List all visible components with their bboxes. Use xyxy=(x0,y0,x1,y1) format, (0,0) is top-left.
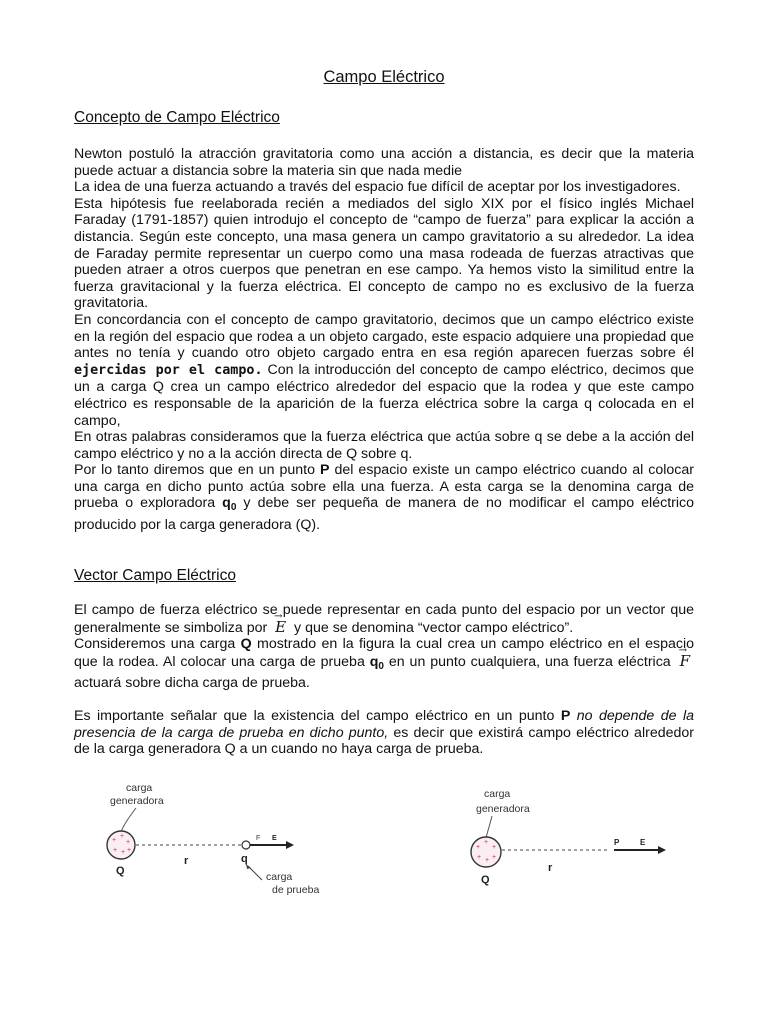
paragraph xyxy=(74,636,694,692)
text-run: En concordancia con el concepto de campo gravitatorio, decimos que un campo eléctrico existe en la región del espacio que rodea a un objeto cargado, este espacio adquiere una propiedad que antes no tenía y cuando otro objeto cargado entra en esa región aparecen fuerzas sobre él xyxy=(74,311,694,362)
text-run: actuará sobre dicha carga de prueba. xyxy=(74,675,310,692)
vector-e-symbol: → E xyxy=(271,619,290,636)
field-arrow-head xyxy=(286,841,294,849)
text-run: Con la introducción del concepto de campo eléctrico, decimos que un a carga Q crea un campo eléctrico alrededor del espacio que la rodea y que este campo eléctrico es responsable de la aparición de la fuerza eléctrica sobre la carga q colocada en el campo, xyxy=(74,361,694,429)
text-run: es decir que existirá campo eléctrico alrededor de la carga generadora Q a un cuando no haya carga de prueba. xyxy=(74,724,695,758)
label-r: r xyxy=(548,862,553,874)
svg-text:+: + xyxy=(476,844,481,851)
svg-text:+: + xyxy=(112,837,117,844)
test-charge xyxy=(242,841,250,849)
label-F: F xyxy=(256,835,261,842)
text-run: del espacio existe un campo eléctrico cuando al colocar una carga en dicho punto actúa sobre ella una fuerza. A esta carga se la denomina carga de prueba o exploradora xyxy=(74,462,695,512)
paragraph: Newton postuló la atracción gravitatoria como una acción a distancia, es decir que la materia puede actuar a distancia sobre la materia sin que nada medie xyxy=(74,146,694,179)
section-body-vector xyxy=(74,602,694,758)
label-carga: carga xyxy=(266,871,293,883)
svg-text:+: + xyxy=(126,839,131,846)
svg-text:+: + xyxy=(484,839,489,846)
label-de-prueba: de prueba xyxy=(272,884,320,896)
test-charge-symbol: q xyxy=(222,495,231,512)
subscript: 0 xyxy=(230,502,237,514)
text-run: y debe ser pequeña de manera de no modificar el campo eléctrico producido por la carga generadora (Q). xyxy=(74,495,694,534)
svg-text:+: + xyxy=(127,847,132,854)
field-arrow-head xyxy=(658,846,666,854)
paragraph xyxy=(74,708,694,758)
svg-text:+: + xyxy=(477,854,482,861)
source-charge-symbol: Q xyxy=(240,636,252,653)
bold-phrase: ejercidas por el campo. xyxy=(74,362,263,378)
test-charge-symbol: q xyxy=(369,653,379,670)
paragraph xyxy=(74,462,694,533)
svg-text:+: + xyxy=(485,857,490,864)
figure-field-point xyxy=(462,786,682,896)
svg-text:+: + xyxy=(120,833,125,840)
label-Q: Q xyxy=(481,874,490,886)
label-generadora: generadora xyxy=(110,795,164,807)
vector-f-symbol: → F xyxy=(676,653,694,670)
paragraph xyxy=(74,602,694,636)
text-run: mostrado en la figura la cual crea un campo eléctrico en el espacio que la rodea. Al colocar una carga de prueba xyxy=(74,636,694,670)
svg-text:+: + xyxy=(492,844,497,851)
text-run: Consideremos una carga xyxy=(74,636,241,653)
pointer-line xyxy=(486,816,492,838)
svg-text:+: + xyxy=(113,847,118,854)
point-symbol: P xyxy=(560,707,571,724)
label-Q: Q xyxy=(116,865,125,877)
label-q: q xyxy=(241,853,248,865)
label-r: r xyxy=(184,855,189,867)
text-run: Es importante señalar que la existencia del campo eléctrico en un punto xyxy=(74,707,561,724)
svg-text:+: + xyxy=(492,854,497,861)
section-body-concept xyxy=(74,146,694,534)
label-carga: carga xyxy=(126,782,153,794)
text-run: en un punto cualquiera, una fuerza eléctrica xyxy=(383,653,676,670)
pointer-line xyxy=(121,808,136,832)
text-run: y que se denomina “vector campo eléctrico”. xyxy=(290,619,574,636)
section-heading-concept: Concepto de Campo Eléctrico xyxy=(74,109,280,126)
paragraph: En otras palabras consideramos que la fuerza eléctrica que actúa sobre q se debe a la acción del campo eléctrico y no a la acción directa de Q sobre q. xyxy=(74,429,694,462)
paragraph xyxy=(74,312,694,429)
text-run: Por lo tanto diremos que en un punto xyxy=(74,462,320,479)
section-heading-vector: Vector Campo Eléctrico xyxy=(74,567,236,584)
italic-phrase: no depende de la presencia de la carga de prueba en dicho punto, xyxy=(74,707,694,741)
text-run: El campo de fuerza eléctrico se puede representar en cada punto del espacio por un vector que generalmente se simboliza por xyxy=(74,602,694,636)
svg-text:+: + xyxy=(121,849,126,856)
label-E: E xyxy=(640,838,646,847)
label-P: P xyxy=(614,838,620,847)
figure-test-charge xyxy=(96,780,356,900)
paragraph: Esta hipótesis fue reelaborada recién a mediados del siglo XIX por el físico inglés Michael Faraday (1791-1857) quien introdujo el concepto de “campo de fuerza” para explicar la acción a distancia. Según este concepto, una masa genera un campo gravitatorio a su alrededor. La idea de Faraday permite representar un cuerpo como una masa rodeada de fuerzas atractivas que pueden atraer a otros cuerpos que penetran en ese campo. Ya hemos visto la similitud entre la fuerza gravitacional y la fuerza eléctrica. El concepto de campo no es exclusivo de la fuerza gravitatoria. xyxy=(74,195,694,312)
subscript: 0 xyxy=(378,660,384,672)
paragraph: La idea de una fuerza actuando a través del espacio fue difícil de aceptar por los investigadores. xyxy=(74,179,681,196)
point-symbol: P xyxy=(320,462,330,479)
label-carga: carga xyxy=(484,788,511,800)
page-title: Campo Eléctrico xyxy=(323,68,445,86)
label-generadora: generadora xyxy=(476,803,530,815)
label-E: E xyxy=(272,835,277,842)
